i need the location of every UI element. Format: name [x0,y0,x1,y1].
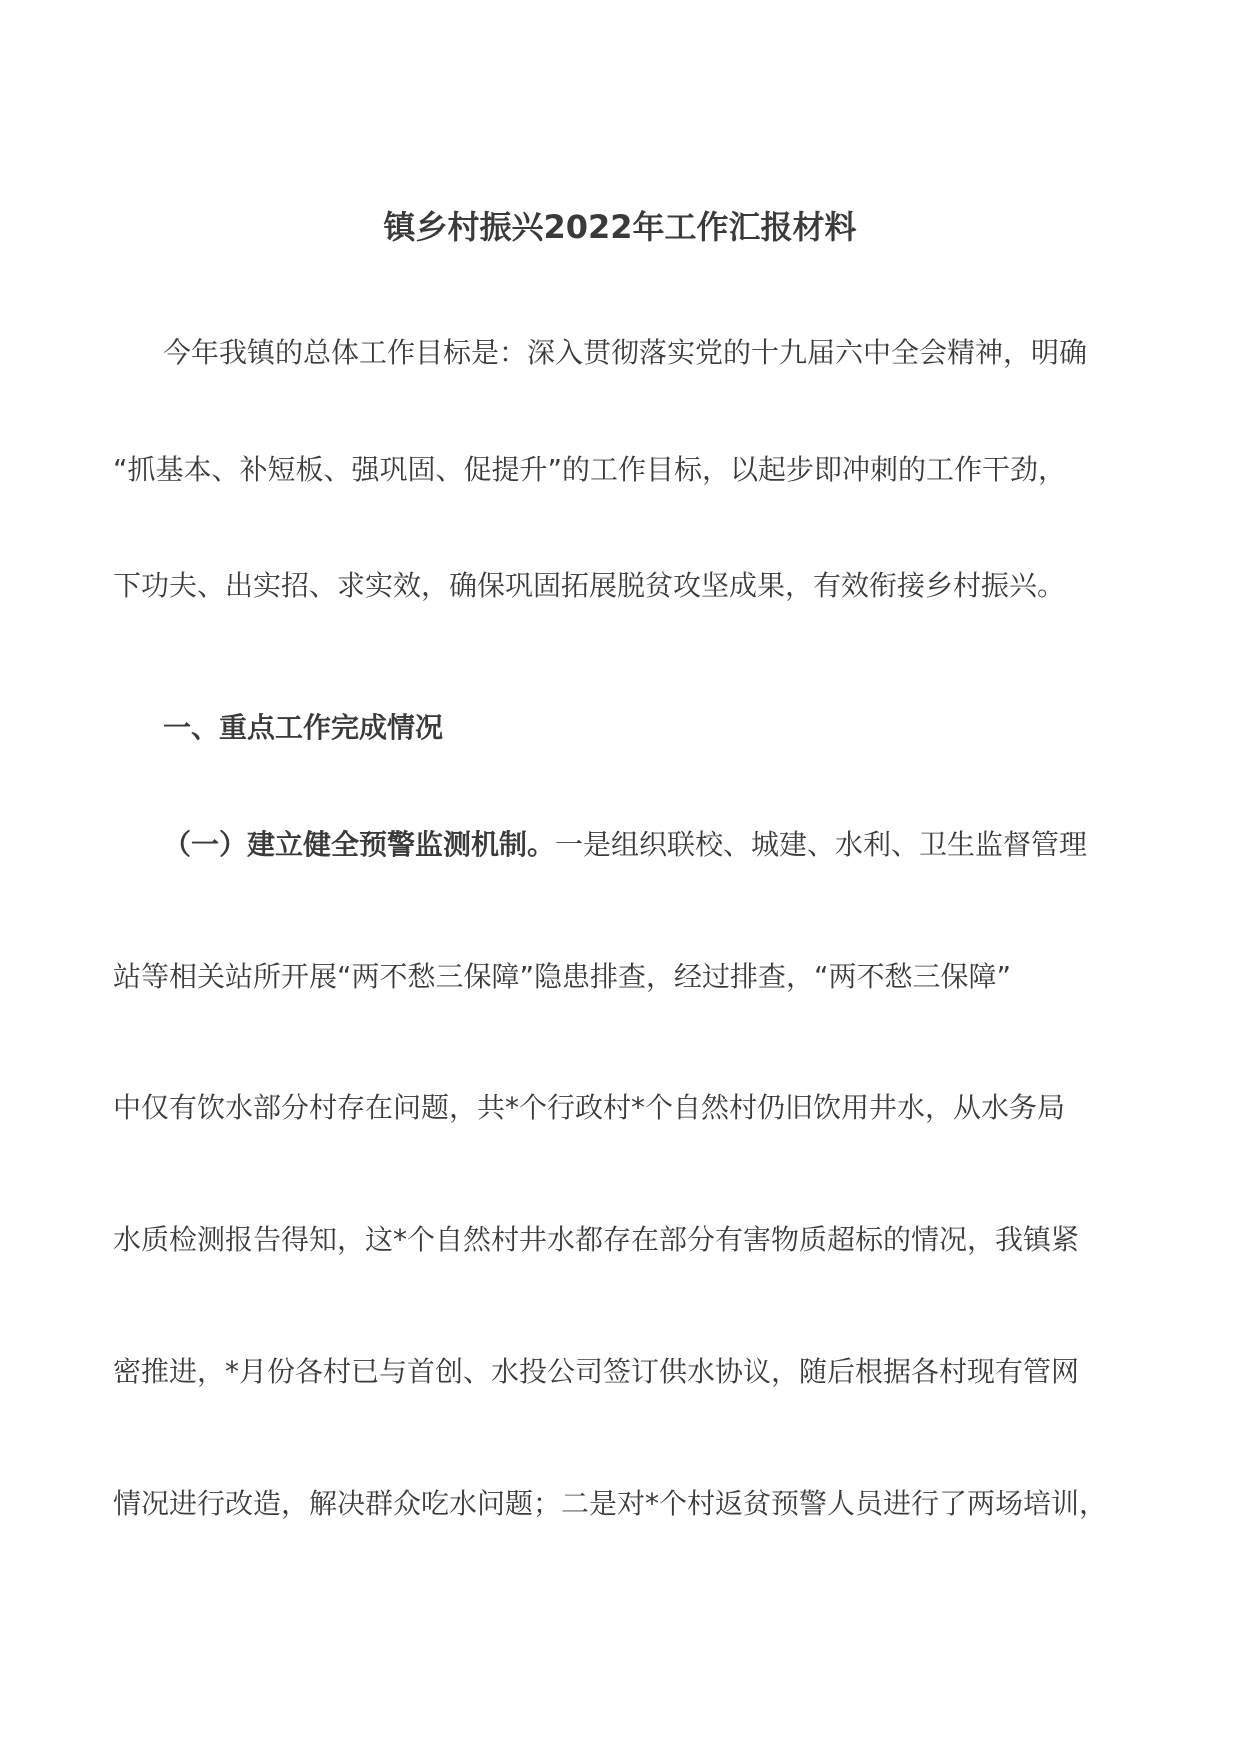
paragraph-line: 水质检测报告得知，这*个自然村井水都存在部分有害物质超标的情况，我镇紧 [113,1223,1080,1256]
section-heading: 一、重点工作完成情况 [163,711,444,744]
paragraph-line: 今年我镇的总体工作目标是：深入贯彻落实党的十九届六中全会精神，明确 [163,336,1088,369]
subsection-line [163,825,1087,865]
subsection-text: 一是组织联校、城建、水利、卫生监督管理 [555,828,1088,861]
paragraph-line: 站等相关站所开展“两不愁三保障”隐患排查，经过排查，“两不愁三保障” [113,960,1012,993]
paragraph-line: 下功夫、出实招、求实效，确保巩固拓展脱贫攻坚成果，有效衔接乡村振兴。 [113,569,1066,602]
document-title: 镇乡村振兴2022年工作汇报材料 [383,208,857,246]
paragraph-line: 情况进行改造，解决群众吃水问题；二是对*个村返贫预警人员进行了两场培训， [113,1487,1108,1520]
subsection-heading: （一）建立健全预警监测机制。 [163,828,556,861]
paragraph-line: “抓基本、补短板、强巩固、促提升”的工作目标，以起步即冲刺的工作干劲， [113,453,1067,486]
paragraph-line: 密推进，*月份各村已与首创、水投公司签订供水协议，随后根据各村现有管网 [113,1355,1080,1388]
paragraph-line: 中仅有饮水部分村存在问题，共*个行政村*个自然村仍旧饮用井水，从水务局 [113,1091,1066,1124]
